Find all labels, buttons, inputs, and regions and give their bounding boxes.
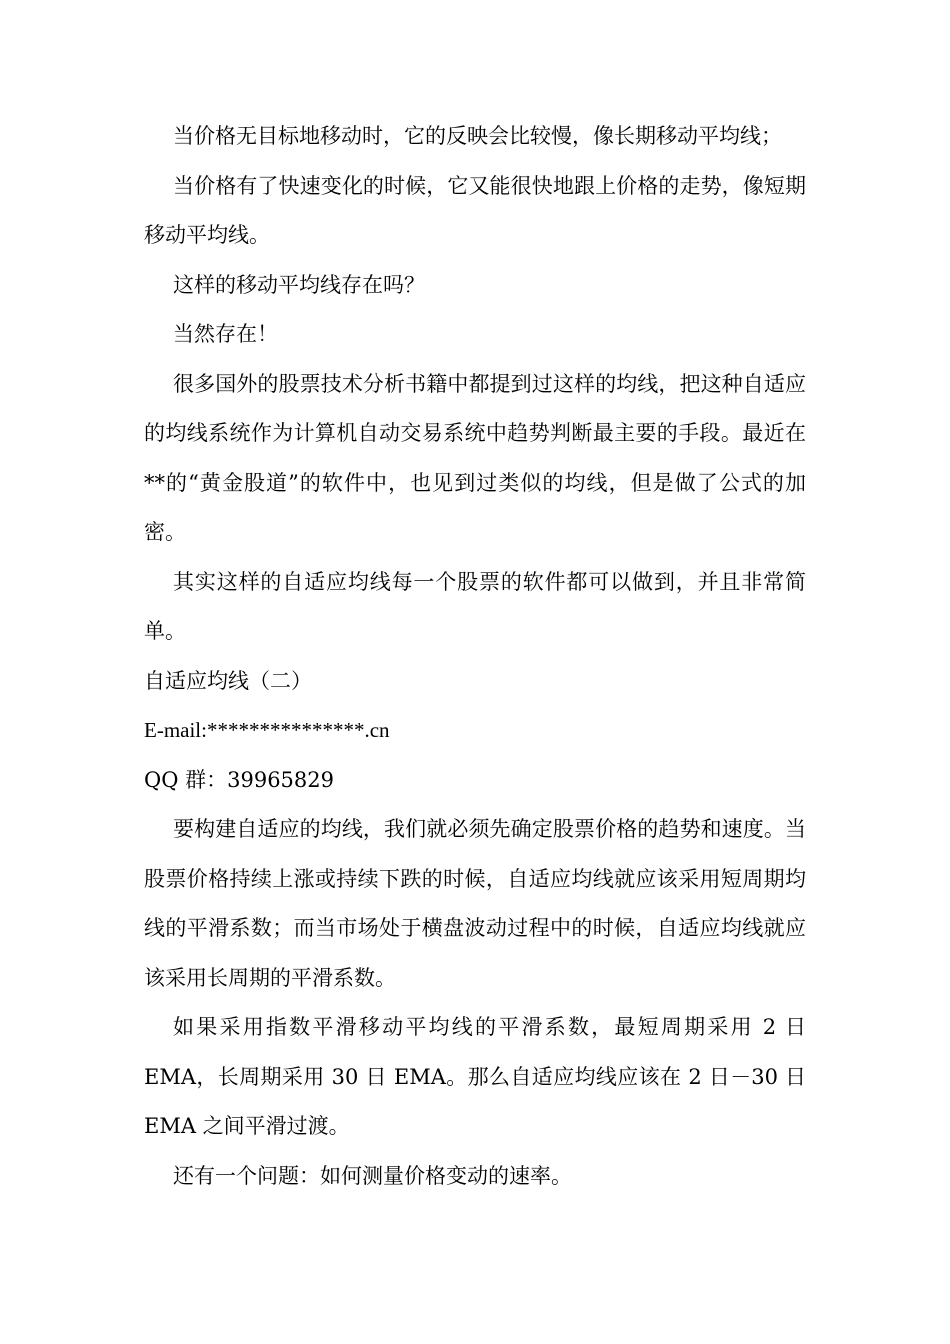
paragraph-answer: 当然存在！ [173,322,278,346]
paragraph-rate-question: 还有一个问题：如何测量价格变动的速率。 [173,1163,572,1188]
paragraph-foreign-books: 很多国外的股票技术分析书籍中都提到过这样的均线，把这种自适应的均线系统作为计算机自动交易系统中趋势判断最主要的手段。最近在**的“黄金股道”的软件中，也见到过类似的均线，但是做了公式的加密。 [144,371,806,544]
paragraph-ema-range: 如果采用指数平滑移动平均线的平滑系数，最短周期采用 2 日EMA，长周期采用 30 日 EMA。那么自适应均线应该在 2 日－30 日EMA 之间平滑过渡。 [144,1015,806,1138]
email-line: E-mail:***************.cn [144,718,390,742]
paragraph-long-term-ma: 当价格无目标地移动时，它的反映会比较慢，像长期移动平均线； [173,124,782,148]
paragraph-short-term-ma: 当价格有了快速变化的时候，它又能很快地跟上价格的走势，像短期移动平均线。 [144,173,806,247]
document-body [144,112,806,1201]
section-heading: 自适应均线（二） [144,668,312,693]
qq-group-line: QQ 群：39965829 [144,767,334,792]
paragraph-simple: 其实这样的自适应均线每一个股票的软件都可以做到，并且非常简单。 [144,569,806,643]
paragraph-trend-speed: 要构建自适应的均线，我们就必须先确定股票价格的趋势和速度。当股票价格持续上涨或持续下跌的时候，自适应均线就应该采用短周期均线的平滑系数；而当市场处于横盘波动过程中的时候，自适应均线就应该采用长周期的平滑系数。 [144,817,806,990]
paragraph-question: 这样的移动平均线存在吗？ [173,272,425,297]
